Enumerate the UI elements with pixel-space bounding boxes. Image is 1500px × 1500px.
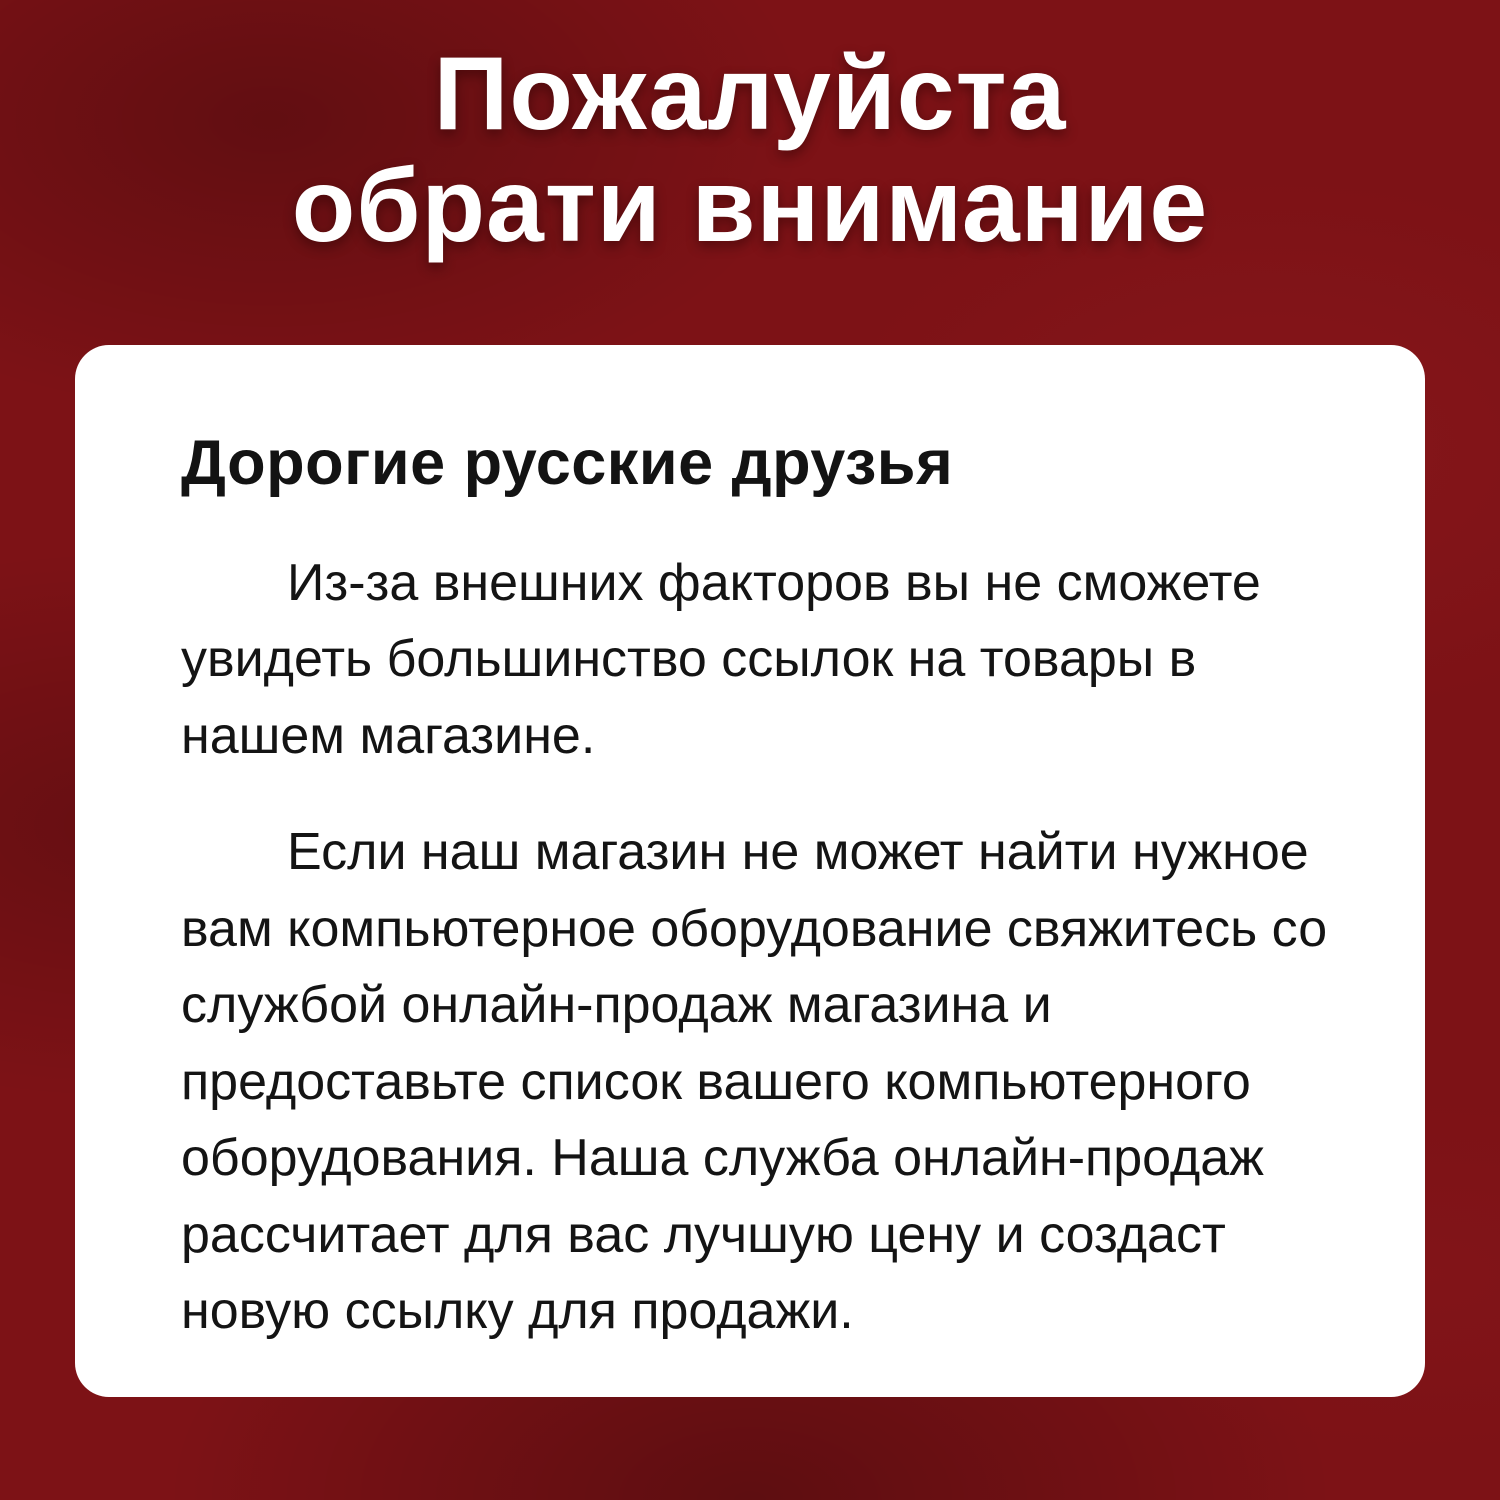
card-paragraph-2: Если наш магазин не может найти нужное вам компьютерное оборудование свяжитесь со службой онлайн-продаж магазина и предоставьте список вашего компьютерного оборудования. Наша служба онлайн-продаж рассчитает для вас лучшую цену и создаст новую ссылку для продажи. <box>181 823 1328 1340</box>
page-title <box>0 38 1500 263</box>
card-paragraph-1: Из-за внешних факторов вы не сможете увидеть большинство ссылок на товары в нашем магазине. <box>181 554 1261 765</box>
card-heading: Дорогие русские друзья <box>181 428 954 498</box>
page-title-line1: Пожалуйста <box>433 36 1067 152</box>
notice-card <box>75 345 1425 1397</box>
page-title-line2: обрати внимание <box>291 148 1209 265</box>
